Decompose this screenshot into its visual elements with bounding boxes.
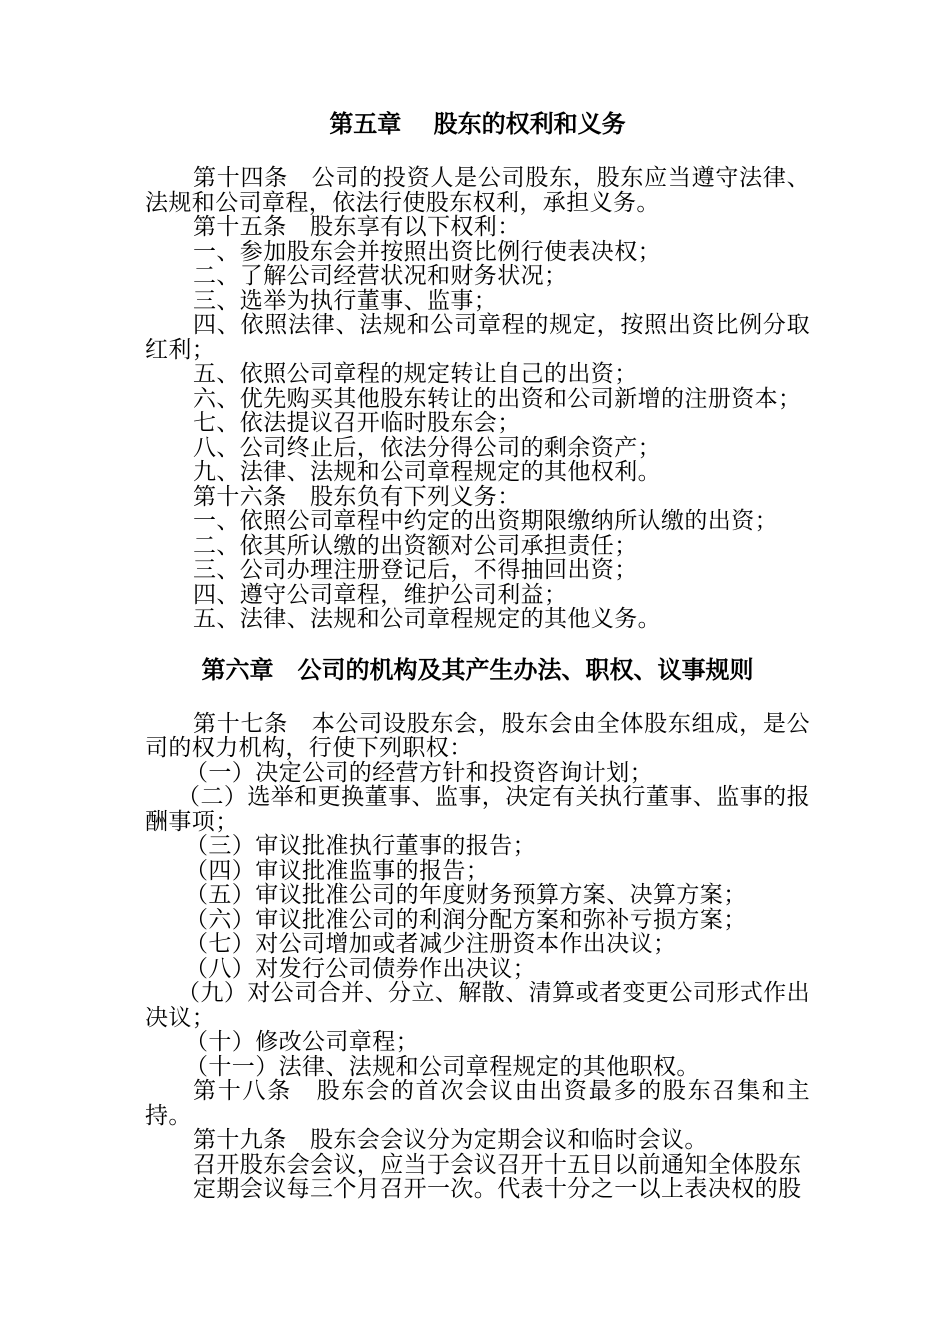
power-item: （九）对公司合并、分立、解散、清算或者变更公司形式作出决议； <box>145 980 810 1031</box>
right-item: 二、了解公司经营状况和财务状况； <box>193 263 568 289</box>
right-item: 九、法律、法规和公司章程规定的其他权利。 <box>193 459 661 485</box>
article-15: 第十五条 股东享有以下权利： <box>193 214 521 240</box>
duty-item: 一、依照公司章程中约定的出资期限缴纳所认缴的出资； <box>193 508 778 534</box>
power-item: （二）选举和更换董事、监事，决定有关执行董事、监事的报酬事项； <box>145 784 810 835</box>
regular-meeting-line: 定期会议每三个月召开一次。代表十分之一以上表决权的股 <box>193 1176 802 1202</box>
duty-item: 二、依其所认缴的出资额对公司承担责任； <box>193 532 638 559</box>
article-14: 第十四条 公司的投资人是公司股东，股东应当遵守法律、法规和公司章程，依法行使股东权利，承担义务。 <box>145 165 810 216</box>
right-item: 五、依照公司章程的规定转让自己的出资； <box>193 361 638 387</box>
power-item: （三）审议批准执行董事的报告； <box>185 833 536 859</box>
article-16: 第十六条 股东负有下列义务： <box>193 483 521 510</box>
right-item: 七、依法提议召开临时股东会； <box>193 410 521 436</box>
right-item: 六、优先购买其他股东转让的出资和公司新增的注册资本； <box>193 385 802 412</box>
power-item: （一）决定公司的经营方针和投资咨询计划； <box>185 759 653 786</box>
power-item: （六）审议批准公司的利润分配方案和弥补亏损方案； <box>185 906 747 933</box>
article-18: 第十八条 股东会的首次会议由出资最多的股东召集和主持。 <box>145 1078 810 1129</box>
duty-item: 四、遵守公司章程，维护公司利益； <box>193 581 568 608</box>
right-item: 一、参加股东会并按照出资比例行使表决权； <box>193 238 661 265</box>
document-page <box>145 110 810 1202</box>
power-item: （十一）法律、法规和公司章程规定的其他职权。 <box>185 1053 700 1080</box>
meeting-notice-line: 召开股东会会议，应当于会议召开十五日以前通知全体股东 <box>193 1151 802 1178</box>
power-item: （四）审议批准监事的报告； <box>185 857 490 884</box>
power-item: （五）审议批准公司的年度财务预算方案、决算方案； <box>185 882 747 908</box>
chapter-6-title: 第六章 公司的机构及其产生办法、职权、议事规则 <box>201 654 754 684</box>
right-item: 三、选举为执行董事、监事； <box>193 287 498 314</box>
chapter-5-title: 第五章 股东的权利和义务 <box>329 109 626 138</box>
power-item: （十）修改公司章程； <box>185 1029 419 1055</box>
power-item: （八）对发行公司债券作出决议； <box>185 955 536 982</box>
power-item: （七）对公司增加或者减少注册资本作出决议； <box>185 931 677 957</box>
duty-item: 五、法律、法规和公司章程规定的其他义务。 <box>193 606 661 632</box>
right-item: 八、公司终止后，依法分得公司的剩余资产； <box>193 434 661 461</box>
right-item: 四、依照法律、法规和公司章程的规定，按照出资比例分取红利； <box>145 312 810 363</box>
article-17: 第十七条 本公司设股东会，股东会由全体股东组成，是公司的权力机构，行使下列职权： <box>145 710 810 761</box>
duty-item: 三、公司办理注册登记后，不得抽回出资； <box>193 557 638 583</box>
article-19: 第十九条 股东会会议分为定期会议和临时会议。 <box>193 1127 708 1153</box>
